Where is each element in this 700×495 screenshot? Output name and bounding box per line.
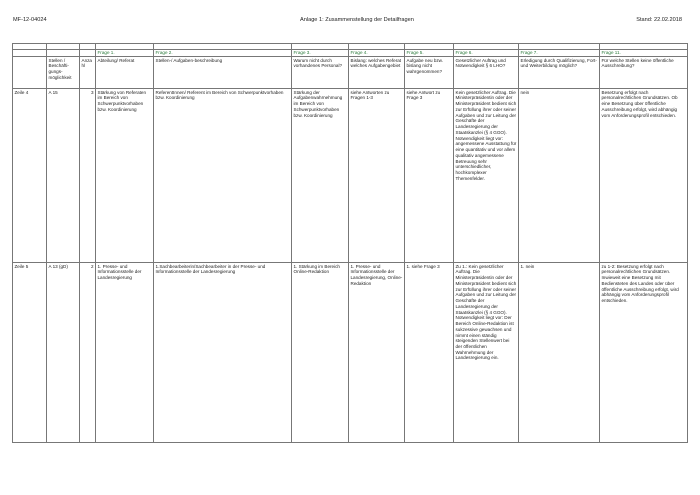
question-cell: Frage 2.: [154, 50, 292, 57]
question-cell: [80, 50, 96, 57]
question-cell: Frage 3.: [292, 50, 349, 57]
table-cell: Besetzung erfolgt nach personalrechtlichen Grundsätzen. Ob eine Besetzung über öffentliche Ausschreibung erfolgt, wird abhängig vom Anforderungsprofil entschieden.: [600, 88, 688, 262]
question-cell: [13, 50, 47, 57]
table-cell: ReferentInnen/ Referent im Bereich von Schwerpunktvorhaben bzw. Koordinierung: [154, 88, 292, 262]
column-header: [13, 56, 47, 88]
row-label: Zeile 4: [13, 88, 47, 262]
row-label: Zeile 5: [13, 262, 47, 442]
table-cell: 1.Sachbearbeiterin/Sachbearbeiter in der Presse- und Informationsstelle der Landesregierung: [154, 262, 292, 442]
column-header: Stellen-/ Aufgaben-beschreibung: [154, 56, 292, 88]
column-header-row: [13, 56, 688, 88]
table-cell: A 15: [47, 88, 80, 262]
question-cell: Frage 6.: [454, 50, 519, 57]
column-header: Für welche Stellen keine öffentliche Ausschreibung?: [600, 56, 688, 88]
table-cell: A 13 (gD): [47, 262, 80, 442]
table-cell: Kein gesetzlicher Auftrag. Die Ministerpräsidentin oder der Ministerpräsident bedient sich zur Erfüllung ihrer oder seiner Aufgaben und zur Leitung der Geschäfte der Landesregierung der Staatskanzlei (§ 4 GGO). Notwendigkeit liegt vor: angemessene Ausstattung für eine quantitativ und vor allem qualitativ angemessene Betreuung sehr unterschiedlicher, hochkomplexer Themenfelder.: [454, 88, 519, 262]
table-row: [13, 262, 688, 442]
column-header: Gesetzlicher Auftrag und Notwendigkeit § 6 LHO?: [454, 56, 519, 88]
table-row: [13, 88, 688, 262]
document-id: MF-12-04024: [13, 17, 47, 23]
column-header: Bislang: welches Referat welches Aufgabengebiet: [349, 56, 405, 88]
document-title: Anlage 1: Zusammenstellung der Detailfragen: [300, 17, 414, 23]
table-cell: zu 1-2: Besetzung erfolgt nach personalrechtlichen Grundsätzen. Inwieweit eine Besetzung mit Bediensteten des Landes oder über öffentliche Ausschreibung erfolgt, wird abhängig vom Anforderungsprofil entschieden.: [600, 262, 688, 442]
column-header: Warum nicht durch vorhandenes Personal?: [292, 56, 349, 88]
column-header: Aufgabe neu bzw. bislang nicht wahrgenommen?: [405, 56, 454, 88]
question-cell: Frage 11.: [600, 50, 688, 57]
table-cell: nein: [519, 88, 600, 262]
question-cell: [47, 50, 80, 57]
table-cell: 3: [80, 88, 96, 262]
column-header: Anzahl: [80, 56, 96, 88]
table-cell: 1. nein: [519, 262, 600, 442]
document-date: Stand: 22.02.2018: [636, 17, 682, 23]
table-cell: Stärkung der Aufgabenwahrnehmung im Bereich von Schwerpunktvorhaben bzw. Koordinierung: [292, 88, 349, 262]
question-cell: Frage 5.: [405, 50, 454, 57]
table-cell: 1. siehe Frage 3: [405, 262, 454, 442]
question-number-row: [13, 50, 688, 57]
table-cell: 2: [80, 262, 96, 442]
question-cell: Frage 4.: [349, 50, 405, 57]
table-cell: 1. Stärkung im Bereich Online-Redaktion: [292, 262, 349, 442]
column-header: Erledigung durch Qualifizierung, Fort- und Weiterbildung möglich?: [519, 56, 600, 88]
table-cell: Stärkung von Referaten im Bereich von Schwerpunktvorhaben bzw. Koordinierung: [96, 88, 154, 262]
table-cell: 1. Presse- und Informationsstelle der Landesregierung, Online-Redaktion: [349, 262, 405, 442]
detail-questions-table: [12, 43, 688, 443]
question-cell: Frage 1.: [96, 50, 154, 57]
table-cell: Zu 1.: Kein gesetzlicher Auftrag. Die Ministerpräsidentin oder der Ministerpräsident bedient sich zur Erfüllung ihrer oder seiner Aufgaben und zur Leitung der Geschäfte der Landesregierung der Staatskanzlei (§ 4 GGO). Notwendigkeit liegt vor: Der Bereich Online-Redaktion ist sukzessive gewachsen und nimmt einen ständig steigenden Stellenwert bei der öffentlichen Wahrnehmung der Landesregierung ein.: [454, 262, 519, 442]
column-header: Abteilung/ Referat: [96, 56, 154, 88]
table-cell: siehe Antworten zu Fragen 1-3: [349, 88, 405, 262]
column-header: Stellen / Beschäfti-gungs-möglichkeit: [47, 56, 80, 88]
table-cell: 1. Presse- und Informationsstelle der Landesregierung: [96, 262, 154, 442]
question-cell: Frage 7.: [519, 50, 600, 57]
table-cell: siehe Antwort zu Frage 3: [405, 88, 454, 262]
